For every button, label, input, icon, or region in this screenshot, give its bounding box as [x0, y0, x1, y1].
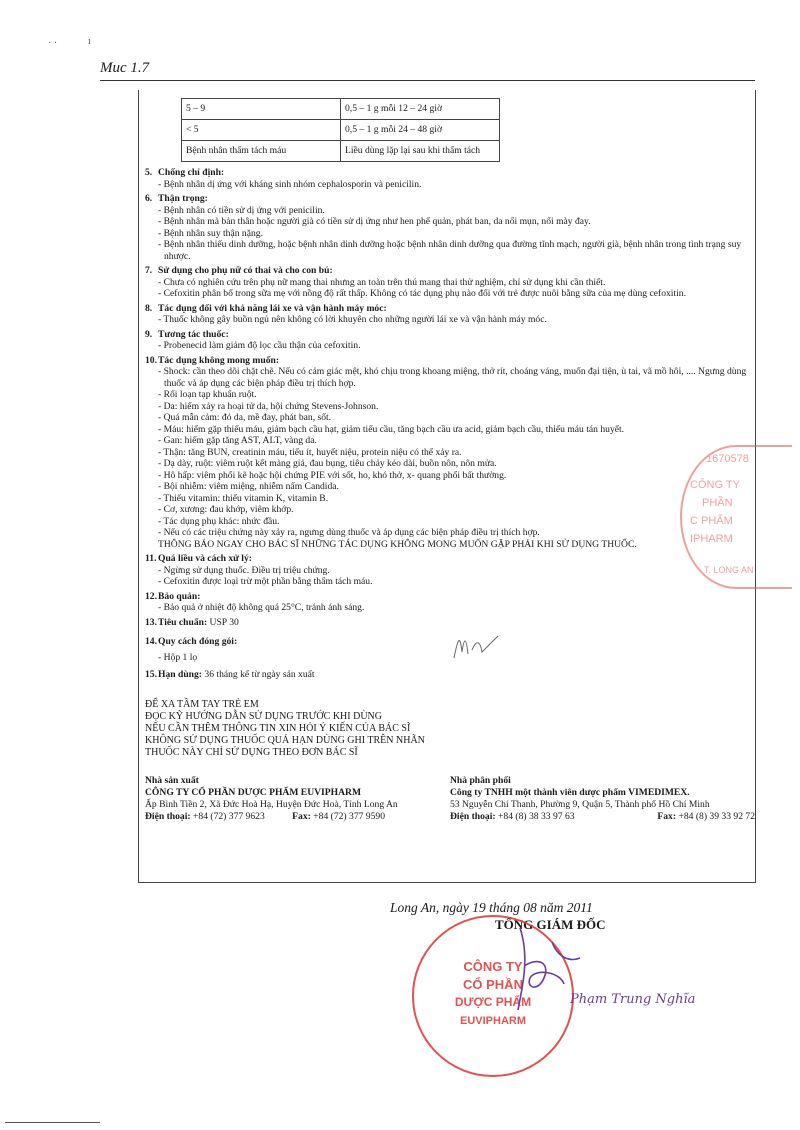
list-item: - Máu: hiếm gặp thiếu máu, giảm bạch cầu hạt, giảm tiểu cầu, tăng bạch cầu ưa acid, giảm bạch cầu, thiếu máu tán huyết. — [151, 424, 757, 436]
list-item: - Cơ, xương: đau khớp, viêm khớp. — [151, 504, 757, 516]
notice-line: ĐỂ XA TẦM TAY TRẺ EM — [145, 698, 259, 710]
list-item: - Bảo quả ở nhiệt độ không quá 25°C, tránh ánh sáng. — [151, 602, 757, 614]
section-heading: 12.Bảo quản: — [145, 590, 201, 602]
section-standard — [145, 617, 757, 629]
company-info — [145, 775, 757, 823]
list-item: - Bệnh nhân dị ứng với kháng sinh nhóm cephalosporin và penicilin. — [151, 179, 757, 191]
section-heading: 5. Chống chỉ định: — [145, 167, 225, 178]
manufacturer-label: Nhà sản xuất — [145, 774, 199, 786]
list-item: - Chưa có nghiên cứu trên phụ nữ mang thai nhưng an toàn trên thú mang thai thử nghiệm, chỉ sử dụng khi cần thiết. — [151, 277, 757, 289]
list-item: - Tác dụng phụ khác: nhức đầu. — [151, 516, 757, 528]
header-rule — [100, 80, 755, 81]
shelf-life-value: 36 tháng kể từ ngày sản xuất — [204, 669, 315, 680]
director-title: TỔNG GIÁM ĐỐC — [495, 917, 606, 932]
phone-number: +84 (8) 38 33 97 63 — [497, 810, 575, 822]
section-precautions — [145, 193, 757, 262]
manufacturer-address: Ấp Bình Tiền 2, Xã Đức Hoà Hạ, Huyện Đức Hoà, Tỉnh Long An — [145, 798, 398, 810]
section-overdose — [145, 553, 757, 588]
scan-mark: ı — [88, 36, 91, 47]
list-item: - Bệnh nhân thiếu dinh dưỡng, hoặc bệnh nhân dinh dưỡng hoặc bệnh nhân dinh dưỡng qua đường tĩnh mạch, người già, bệnh nhân trong tình trạng suy nhược. — [151, 239, 757, 262]
table-row — [182, 120, 500, 141]
fax-number: +84 (72) 377 9590 — [313, 810, 385, 822]
list-item: - Hộp 1 lọ — [151, 652, 757, 664]
list-item: - Rối loạn tạp khuẩn ruột. — [151, 389, 757, 401]
side-effect-warning: THÔNG BÁO NGAY CHO BÁC SĨ NHỮNG TÁC DỤNG KHÔNG MONG MUỐN GẶP PHẢI KHI SỬ DỤNG THUỐC. — [158, 538, 637, 550]
section-storage — [145, 591, 757, 614]
list-item: - Da: hiếm xảy ra hoại tử da, hội chứng Stevens-Johnson. — [151, 401, 757, 413]
fax-label: Fax: — [292, 810, 311, 822]
distributor-label: Nhà phân phối — [450, 774, 511, 786]
section-heading: 6. Thận trọng: — [145, 193, 208, 204]
table-cell: 5 – 9 — [182, 99, 341, 120]
section-heading: 7. Sử dụng cho phụ nữ có thai và cho con bú: — [145, 265, 333, 276]
section-contraindications — [145, 167, 757, 190]
section-side-effects — [145, 355, 757, 551]
list-item: - Gan: hiếm gặp tăng AST, ALT, vàng da. — [151, 435, 757, 447]
table-row — [182, 99, 500, 120]
list-item: - Thuốc không gây buồn ngủ nên không có lời khuyên cho những người lái xe và vận hành máy móc. — [151, 314, 757, 326]
table-cell: 0,5 – 1 g mỗi 24 – 48 giờ — [341, 120, 500, 141]
list-item: - Hô hấp: viêm phổi kẽ hoặc hội chứng PIE với sốt, ho, khó thở, x- quang phổi bất thường. — [151, 470, 757, 482]
manufacturer-name: CÔNG TY CỔ PHẦN DƯỢC PHẨM EUVIPHARM — [145, 786, 362, 798]
manufacturer-contact — [145, 811, 385, 823]
section-heading: 14.Quy cách đóng gói: — [145, 636, 238, 647]
list-item: - Bệnh nhân có tiền sử dị ứng với penicilin. — [151, 205, 757, 217]
manufacturer-block — [145, 775, 450, 823]
section-interactions — [145, 329, 757, 352]
phone-number: +84 (72) 377 9623 — [192, 810, 265, 822]
distributor-address: 53 Nguyễn Chí Thanh, Phường 9, Quận 5, Thành phố Hồ Chí Minh — [450, 798, 710, 810]
warning-notices — [145, 699, 757, 759]
leaflet-body — [145, 98, 757, 823]
notice-line: NẾU CẦN THÊM THÔNG TIN XIN HỎI Ý KIẾN CỦA BÁC SĨ — [145, 722, 411, 734]
notice-line: ĐỌC KỸ HƯỚNG DẪN SỬ DỤNG TRƯỚC KHI DÙNG — [145, 710, 382, 722]
scan-mark: · · — [48, 38, 58, 49]
list-item: - Shock: cần theo dõi chặt chẽ. Nếu có cảm giác mệt, khó chịu trong khoang miệng, thở rít, choáng váng, muốn đại tiện, ù tai, vã mồ hôi, .... Ngưng dùng thuốc và áp dụng các biện pháp điều trị thích hợp. — [151, 366, 757, 389]
section-heading: 15.Hạn dùng: — [145, 669, 202, 680]
section-reference: Muc 1.7 — [100, 60, 150, 76]
distributor-contact — [450, 811, 755, 823]
table-row — [182, 141, 500, 162]
footer-rule — [5, 1122, 100, 1123]
notice-line: THUỐC NÀY CHỈ SỬ DỤNG THEO ĐƠN BÁC SĨ — [145, 746, 358, 758]
list-item: - Bội nhiễm: viêm miệng, nhiễm nấm Candida. — [151, 481, 757, 493]
section-heading: 9. Tương tác thuốc: — [145, 328, 229, 340]
section-heading: 11. Quá liều và cách xử lý: — [145, 553, 252, 564]
table-cell: < 5 — [182, 120, 341, 141]
list-item: - Bệnh nhân mà bản thân hoặc người già có tiền sử dị ứng như hen phế quản, phát ban, da nổi mụn, nổi mày đay. — [151, 216, 757, 228]
distributor-block — [450, 775, 755, 823]
list-item: - Ngừng sử dụng thuốc. Điều trị triệu chứng. — [151, 565, 757, 577]
phone-label: Điện thoại: — [450, 810, 496, 822]
standard-value: USP 30 — [209, 616, 239, 628]
section-pregnancy — [145, 265, 757, 300]
section-driving — [145, 303, 757, 326]
list-item: - Probenecid làm giảm độ lọc cầu thận của cefoxitin. — [151, 340, 757, 352]
section-heading: 13.Tiêu chuẩn: — [145, 616, 208, 628]
notice-line: KHÔNG SỬ DỤNG THUỐC QUÁ HẠN DÙNG GHI TRÊN NHÃN — [145, 734, 425, 746]
section-shelf-life — [145, 669, 757, 681]
distributor-name: Công ty TNHH một thành viên dược phẩm VIMEDIMEX. — [450, 786, 690, 798]
list-item: - Quá mẫn cảm: đỏ da, mề đay, phát ban, sốt. — [151, 412, 757, 424]
section-heading: 8. Tác dụng đối với khả năng lái xe và vận hành máy móc: — [145, 302, 387, 314]
list-item: - Thận: tăng BUN, creatinin máu, tiểu ít, huyết niệu, protein niệu có thể xảy ra. — [151, 447, 757, 459]
fax-number: +84 (8) 39 33 92 72 — [678, 810, 755, 822]
section-heading: 10.Tác dụng không mong muốn: — [145, 354, 280, 366]
list-item: - Bệnh nhân suy thận nặng. — [151, 228, 757, 240]
company-seal: CÔNG TY CỔ PHẦN DƯỢC PHẨM EUVIPHARM — [412, 915, 574, 1077]
list-item: - Thiếu vitamin: thiếu vitamin K, vitamin B. — [151, 493, 757, 505]
fax-label: Fax: — [657, 810, 677, 822]
table-cell: Liều dùng lặp lại sau khi thẩm tách — [341, 141, 500, 162]
phone-label: Điện thoại: — [145, 810, 191, 822]
list-item: - Dạ dày, ruột: viêm ruột kết màng giả, đau bụng, tiêu chảy kéo dài, buồn nôn, nôn mửa. — [151, 458, 757, 470]
signer-name: Phạm Trung Nghĩa — [570, 992, 696, 1007]
company-seal-partial: 1670578 CÔNG TY PHẦN C PHẨM IPHARM T. LONG AN — [680, 445, 792, 589]
dosage-table — [181, 98, 500, 162]
signoff-date: Long An, ngày 19 tháng 08 năm 2011 — [390, 900, 593, 915]
list-item: - Cefoxitin phân bố trong sữa mẹ với nồng độ rất thấp. Không có tác dụng phụ nào đối với trẻ được nuôi bằng sữa của mẹ dùng cefoxitin. — [151, 288, 757, 300]
list-item: - Nếu có các triệu chứng này xảy ra, ngưng dùng thuốc và áp dụng các biện pháp điều trị thích hợp. — [151, 527, 757, 539]
initials-mark — [450, 628, 510, 664]
table-cell: Bệnh nhân thẩm tách máu — [182, 141, 341, 162]
table-cell: 0,5 – 1 g mỗi 12 – 24 giờ — [341, 99, 500, 120]
list-item: - Cefoxitin được loại trừ một phần bằng thẩm tách máu. — [151, 576, 757, 588]
